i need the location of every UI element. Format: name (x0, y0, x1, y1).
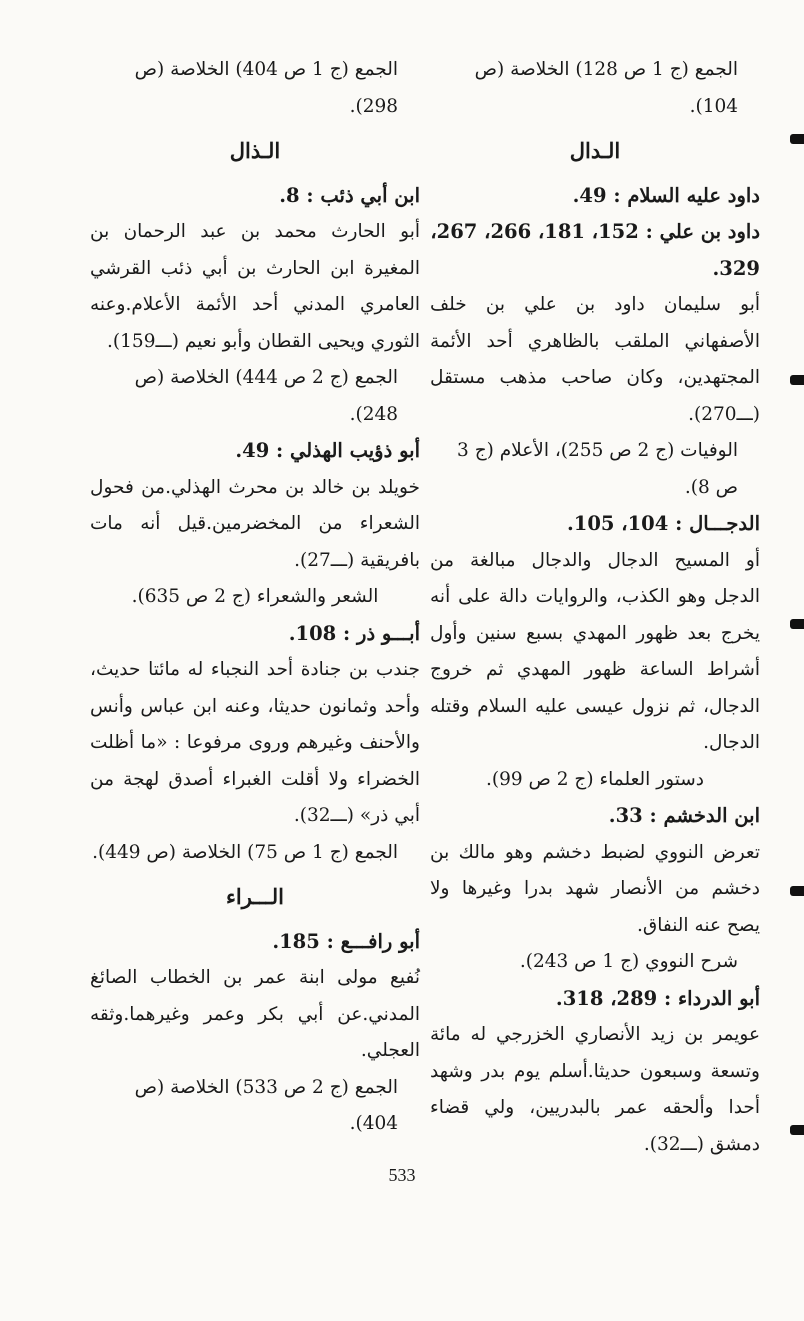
entry-text: أبو سليمان داود بن علي بن خلف الأصفهاني الملقب بالظاهري أحد الأئمة المجتهدين، وكان صاحب مذهب مستقل (ـــ270). (430, 294, 760, 425)
section-heading: الـدال (569, 138, 621, 163)
entry-text: جندب بن جنادة أحد النجباء له مائتا حديث، وأحد وثمانون حديثا، وعنه ابن عباس وأنس والأحنف وغيرهم وروى مرفوعا : «ما أظلت الخضراء ولا أقلت الغبراء أصدق لهجة من أبي ذر» (ـــ32). (90, 659, 420, 826)
edge-mark (790, 375, 804, 385)
entry-text: أبو الحارث محمد بن عبد الرحمان بن المغيرة ابن الحارث بن أبي ذئب القرشي العامري المدني أحد الأئمة الأعلام.وعنه الثوري ويحيى القطان وأبو نعيم (ـــ159). (90, 221, 420, 352)
right-column (430, 52, 760, 1163)
entry-heading: أبو رافـــع : 185. (272, 929, 420, 953)
reference-line: الجمع (ج 2 ص 533) الخلاصة (ص 404). (134, 1076, 398, 1134)
entry-heading: ابن أبي ذئب : 8. (279, 183, 420, 207)
page-number: 533 (388, 1165, 416, 1185)
reference-line: شرح النووي (ج 1 ص 243). (519, 951, 738, 972)
entry-heading: أبو ذؤيب الهذلي : 49. (235, 439, 420, 462)
entry-text: خويلد بن خالد بن محرث الهذلي.من فحول الشعراء من المخضرمين.قيل أنه مات بافريقية (ـــ27). (90, 476, 420, 571)
left-column (90, 52, 420, 1143)
edge-mark (790, 886, 804, 896)
section-heading: الـذال (229, 138, 281, 163)
edge-mark (790, 619, 804, 629)
entry-text: أو المسيح الدجال والدجال مبالغة من الدجل وهو الكذب، والروايات دالة على أنه يخرج بعد ظهور المهدي بسبع سنين وأول أشراط الساعة ظهور المهدي ثم خروج الدجال، ثم نزول عيسى عليه السلام وقتله الدجال. (430, 549, 760, 753)
entry-heading: داود عليه السلام : 49. (572, 183, 760, 207)
entry-text: نُفيع مولى ابنة عمر بن الخطاب الصائغ المدني.عن أبي بكر وعمر وغيرهما.وثقه العجلي. (90, 967, 420, 1061)
entry-heading: أبو الدرداء : 289، 318. (555, 986, 760, 1010)
entry-heading: داود بن علي : 152، 181، 266، 267، 329. (430, 220, 760, 280)
edge-mark (790, 134, 804, 144)
entry-heading: ابن الدخشم : 33. (608, 804, 760, 827)
edge-mark (790, 1125, 804, 1135)
reference-line: دستور العلماء (ج 2 ص 99). (485, 768, 705, 790)
reference-line: الجمع (ج 1 ص 75) الخلاصة (ص 449). (92, 841, 398, 863)
section-heading: الـــراء (226, 884, 284, 909)
reference-line: الشعر والشعراء (ج 2 ص 635). (131, 586, 379, 607)
reference-line: الجمع (ج 1 ص 128) الخلاصة (ص 104). (474, 59, 738, 117)
entry-heading: الدجـــال : 104، 105. (566, 512, 760, 535)
reference-line: الوفيات (ج 2 ص 255)، الأعلام (ج 3 ص 8). (457, 440, 738, 498)
reference-line: الجمع (ج 2 ص 444) الخلاصة (ص 248). (134, 367, 398, 425)
entry-text: تعرض النووي لضبط دخشم وهو مالك بن دخشم من الأنصار شهد بدرا وغيرها ولا يصح عنه النفاق. (430, 841, 760, 936)
reference-line: الجمع (ج 1 ص 404) الخلاصة (ص 298). (134, 59, 398, 117)
entry-heading: أبـــو ذر : 108. (288, 621, 420, 645)
entry-text: عويمر بن زيد الأنصاري الخزرجي له مائة وتسعة وسبعون حديثا.أسلم يوم بدر وشهد أحدا وألحقه عمر بالبدريين، ولي قضاء دمشق (ـــ32). (430, 1024, 760, 1155)
